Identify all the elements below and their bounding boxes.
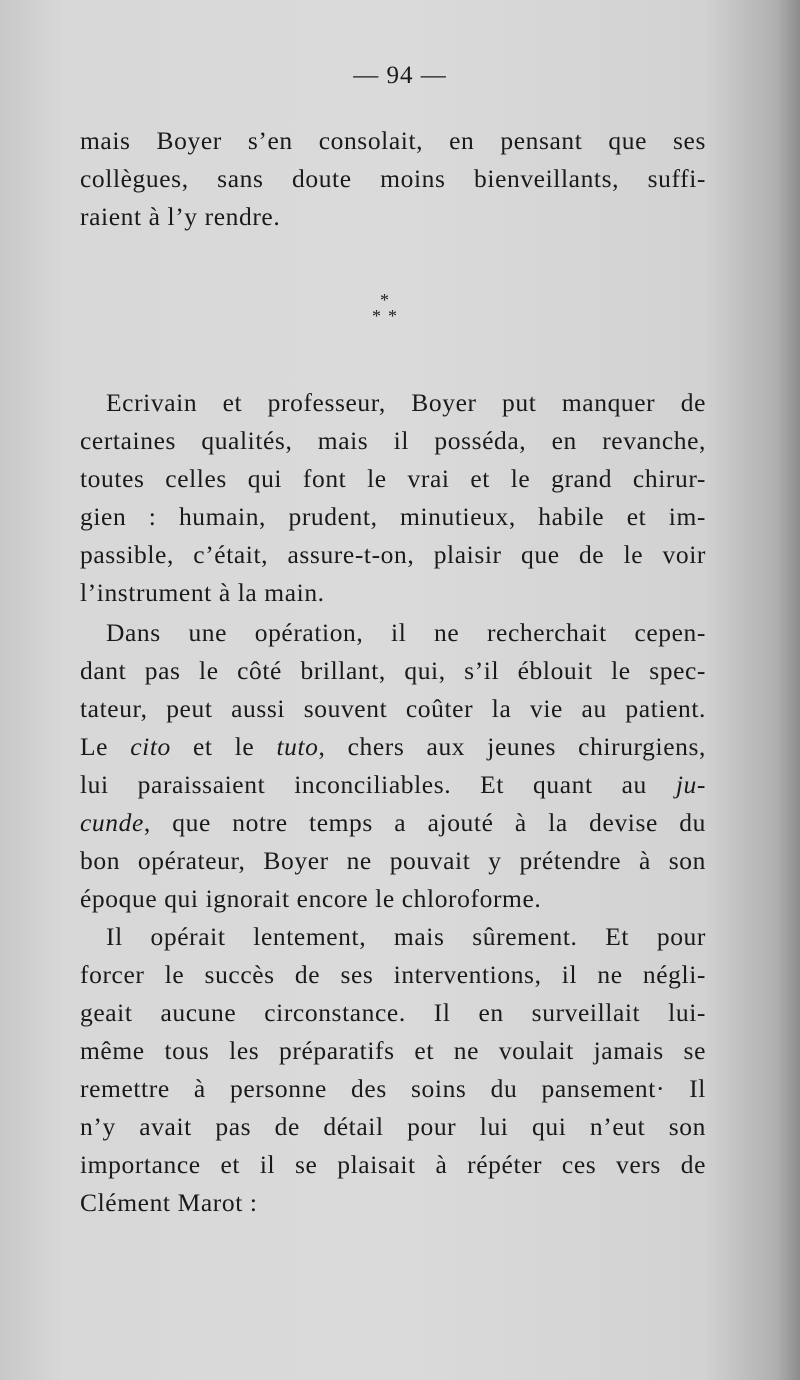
text-line: gien : humain, prudent, minutieux, habile et im- [80, 502, 706, 531]
text-line: même tous les préparatifs et ne voulait jamais se [80, 1036, 706, 1065]
text-line: toutes celles qui font le vrai et le grand chirur- [80, 464, 706, 493]
text-line: collègues, sans doute moins bienveillants, suffi- [80, 164, 706, 193]
asterisk-top: * [380, 290, 389, 310]
text-line: Dans une opération, il ne recherchait cepen- [106, 618, 706, 647]
italic-word: tuto [276, 732, 319, 761]
text-segment: et le [170, 732, 277, 761]
text-line: Ecrivain et professeur, Boyer put manquer de [106, 388, 706, 417]
text-line: dant pas le côté brillant, qui, s’il éblouit le spec- [80, 656, 706, 685]
text-line: certaines qualités, mais il posséda, en revanche, [80, 426, 706, 455]
text-segment: , chers aux jeunes chirurgiens, [318, 732, 706, 761]
text-line: bon opérateur, Boyer ne pouvait y prétendre à son [80, 846, 706, 875]
text-segment: Le [80, 732, 131, 761]
text-line: passible, c’était, assure-t-on, plaisir que de le voir [80, 540, 706, 569]
text-segment: , que notre temps a ajouté à la devise du [143, 808, 706, 837]
text-segment: lui paraissaient inconciliables. Et quant au [80, 770, 676, 799]
text-line: mais Boyer s’en consolait, en pensant que ses [80, 126, 706, 155]
text-line [80, 768, 706, 802]
page-number: — 94 — [353, 62, 447, 89]
text-line [80, 730, 706, 764]
text-line: Clément Marot : [80, 1188, 258, 1217]
text-line: importance et il se plaisait à répéter ces vers de [80, 1150, 706, 1179]
italic-word: cito [130, 732, 171, 761]
text-line: tateur, peut aussi souvent coûter la vie au patient. [80, 694, 706, 723]
italic-word: ju- [675, 770, 706, 799]
italic-word: cunde [80, 808, 144, 837]
text-line: raient à l’y rendre. [80, 202, 281, 231]
asterisk-right: * [388, 306, 397, 326]
text-line: geait aucune circonstance. Il en surveillait lui- [80, 998, 706, 1027]
text-line: l’instrument à la main. [80, 578, 325, 607]
text-line: n’y avait pas de détail pour lui qui n’eut son [80, 1112, 706, 1141]
asterisk-left: * [372, 306, 381, 326]
text-line: Il opérait lentement, mais sûrement. Et pour [106, 922, 706, 951]
section-break-asterism [340, 290, 430, 330]
text-line [80, 806, 706, 840]
text-line: remettre à personne des soins du pansement· Il [80, 1074, 706, 1103]
text-line: époque qui ignorait encore le chloroforme. [80, 884, 542, 913]
text-line: forcer le succès de ses interventions, il ne négli- [80, 960, 706, 989]
